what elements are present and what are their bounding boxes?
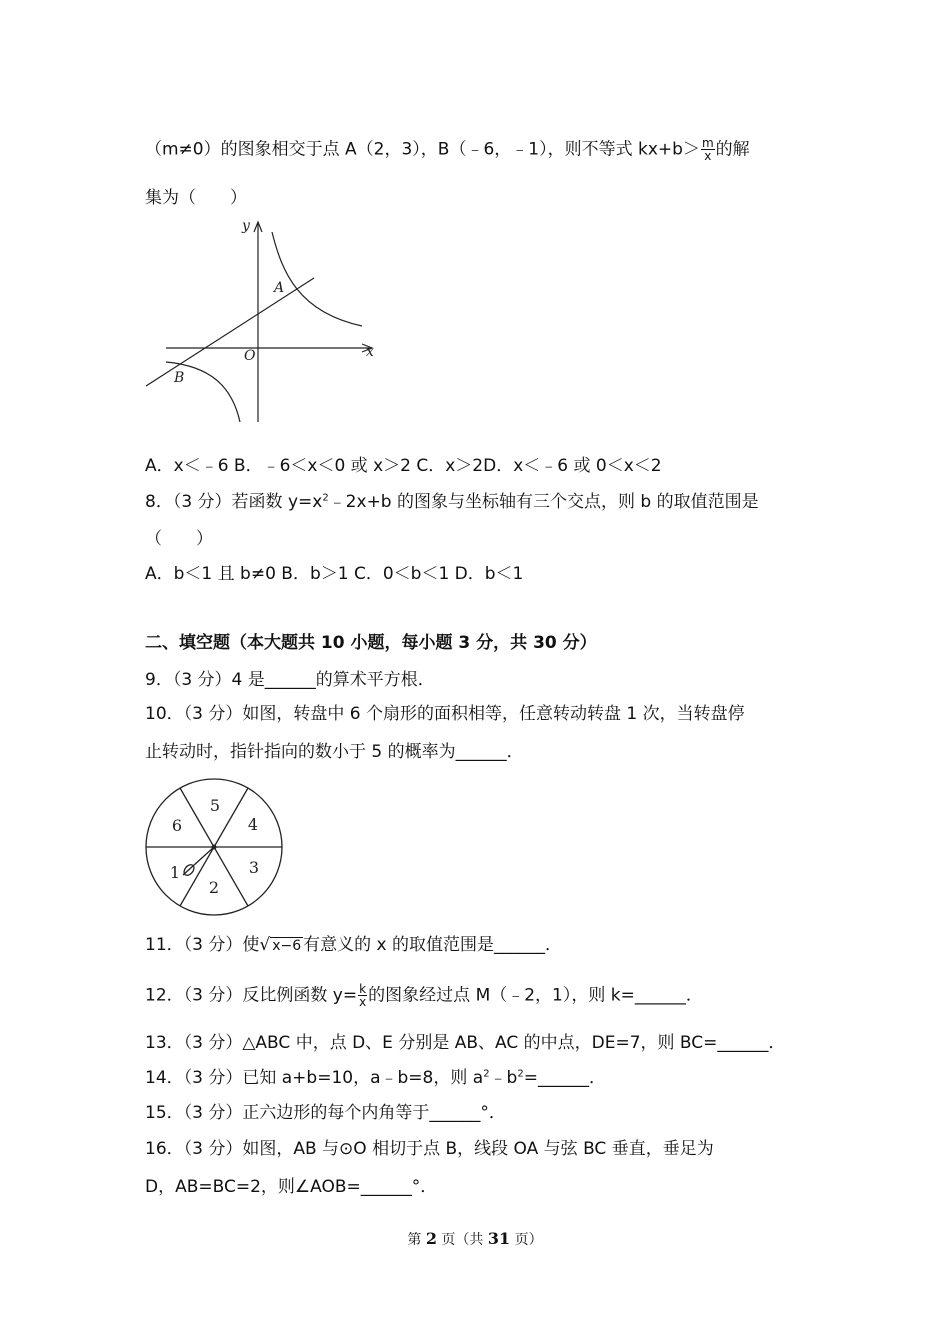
frac-denominator: x <box>359 995 367 1009</box>
footer-post: 页） <box>510 1232 543 1248</box>
q7-line1 <box>145 137 750 162</box>
q11-suffix: 有意义的 x 的取值范围是______． <box>303 935 563 955</box>
frac-numerator: k <box>359 982 367 996</box>
q10-spinner-diagram <box>143 777 287 917</box>
q8-exponent: 2 <box>322 492 329 504</box>
q14-suffix: =______． <box>523 1068 606 1088</box>
point-a-label: A <box>274 280 285 296</box>
q14-mid: ﹣b <box>489 1068 518 1088</box>
q8-options: A．b＜1 且 b≠0 B．b＞1 C．0＜b＜1 D．b＜1 <box>145 564 524 584</box>
q14-exp1: 2 <box>483 1068 490 1080</box>
q11-line <box>145 934 562 957</box>
footer-pre: 第 <box>407 1232 426 1248</box>
fraction-m-over-x <box>701 137 715 162</box>
q15-text: 15．（3 分）正六边形的每个内角等于______°． <box>145 1103 506 1123</box>
q7-function-graph <box>140 210 380 425</box>
q12-line <box>145 983 703 1008</box>
q10-line2: 止转动时，指针指向的数小于 5 的概率为______． <box>145 742 524 762</box>
fraction-k-over-x <box>358 983 367 1008</box>
q7-text-b: 的解 <box>715 139 750 160</box>
spinner-label-1: 1 <box>169 863 181 882</box>
spinner-label-6: 6 <box>171 816 183 835</box>
point-b-label: B <box>174 370 185 386</box>
q12-prefix: 12．（3 分）反比例函数 y= <box>145 985 358 1006</box>
frac-numerator: m <box>701 136 714 150</box>
q8-text-a: 8．（3 分）若函数 y=x <box>145 492 323 512</box>
current-page-number: 2 <box>425 1229 437 1248</box>
q8-line1 <box>145 491 759 513</box>
q14-line <box>145 1067 606 1089</box>
q8-text-b: ﹣2x+b 的图象与坐标轴有三个交点，则 b 的取值范围是 <box>328 492 759 512</box>
q14-prefix: 14．（3 分）已知 a+b=10，a﹣b=8，则 a <box>145 1068 484 1088</box>
q7-line2: 集为（ ） <box>145 188 247 208</box>
q8-line2: （ ） <box>145 529 213 549</box>
spinner-label-4: 4 <box>247 815 259 834</box>
q9-text: 9．（3 分）4 是______的算术平方根． <box>145 670 435 690</box>
spinner-label-5: 5 <box>209 796 221 815</box>
spinner-label-3: 3 <box>248 858 260 877</box>
y-axis-label: y <box>242 218 250 234</box>
spinner-center <box>212 845 217 850</box>
q11-prefix: 11．（3 分）使 <box>145 935 260 955</box>
footer-mid: 页（共 <box>436 1232 488 1248</box>
hyperbola-branch-upper <box>272 232 362 326</box>
q7-options: A．x＜﹣6 B．﹣6＜x＜0 或 x＞2 C．x＞2D．x＜﹣6 或 0＜x＜2 <box>145 456 662 476</box>
radicand: x−6 <box>272 938 302 954</box>
page-footer <box>0 1229 950 1249</box>
q16-line1: 16．（3 分）如图，AB 与⊙O 相切于点 B，线段 OA 与弦 BC 垂直，垂足为 <box>145 1139 714 1159</box>
q13-text: 13．（3 分）△ABC 中，点 D、E 分别是 AB、AC 的中点，DE=7，则 BC=______． <box>145 1033 786 1053</box>
spinner-label-2: 2 <box>208 878 220 897</box>
square-root: √ x−6 <box>259 935 302 955</box>
q7-text-a: （m≠0）的图象相交于点 A（2，3），B（﹣6，﹣1），则不等式 kx+b＞ <box>145 139 700 160</box>
q16-line2: D，AB=BC=2，则∠AOB=______°． <box>145 1177 438 1197</box>
q12-suffix: 的图象经过点 M（﹣2，1），则 k=______． <box>368 985 703 1006</box>
spinner-pointer <box>183 847 214 875</box>
q10-line1: 10．（3 分）如图，转盘中 6 个扇形的面积相等，任意转动转盘 1 次，当转盘停 <box>145 704 745 724</box>
section2-title: 二、填空题（本大题共 10 小题，每小题 3 分，共 30 分） <box>145 633 597 653</box>
total-page-count: 31 <box>487 1229 511 1248</box>
linear-function-line <box>146 278 314 386</box>
x-axis-label: x <box>366 344 374 360</box>
frac-denominator: x <box>704 149 712 163</box>
q14-exp2: 2 <box>517 1068 524 1080</box>
origin-label: O <box>244 348 256 364</box>
